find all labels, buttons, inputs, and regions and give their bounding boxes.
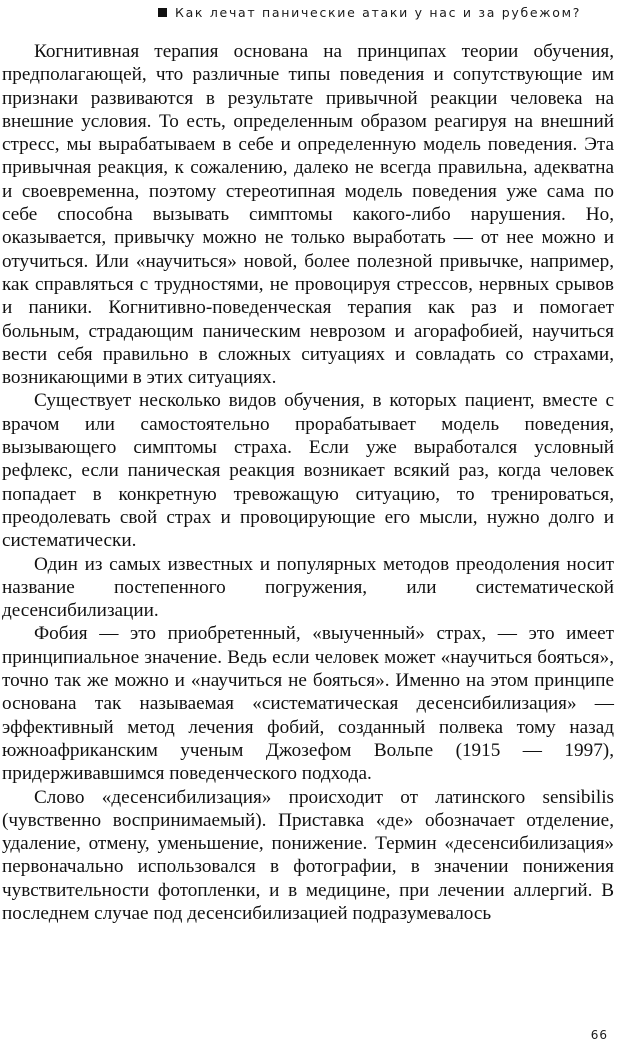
running-title: Как лечат панические атаки у нас и за рубежом?: [175, 5, 582, 20]
running-header: [158, 5, 590, 20]
page-body: [2, 40, 614, 925]
paragraph: Фобия — это приобретенный, «выученный» страх, — это имеет принципиальное значение. Ведь если человек может «научиться бояться», точно так же можно и «научиться не бояться». Именно на этом принципе основана так называемая «систематическая десенсибилизация» — эффективный метод лечения фобий, созданный полвека тому назад южноафриканским ученым Джозефом Вольпе (1915 — 1997), придерживавшимся поведенческого подхода.: [2, 623, 614, 785]
page-number: 66: [590, 1028, 608, 1042]
paragraph: Когнитивная терапия основана на принципах теории обучения, предполагающей, что различные типы поведения и сопутствующие им признаки развиваются в результате привычной реакции человека на внешние условия. То есть, определенным образом реагируя на внешний стресс, мы вырабатываем в себе и определенную модель поведения. Эта привычная реакция, к сожалению, далеко не всегда правильна, адекватна и своевременна, поэтому стереотипная модель поведения уже сама по себе способна вызывать симптомы какого-либо нарушения. Но, оказывается, привычку можно не только выработать — от нее можно и отучиться. Или «научиться» новой, более полезной привычке, например, как справляться с трудностями, не провоцируя стрессов, нервных срывов и паники. Когнитивно-поведенческая терапия как раз и помогает больным, страдающим паническим неврозом и агорафобией, научиться вести себя правильно в сложных ситуациях и совладать со страхами, возникающими в этих ситуациях.: [2, 41, 614, 389]
square-bullet-icon: [158, 8, 167, 17]
paragraph: Слово «десенсибилизация» происходит от латинского sensibilis (чувственно воспринимаемый). Приставка «де» обозначает отделение, удаление, отмену, уменьшение, понижение. Термин «десенсибилизация» первоначально использовался в фотографии, в значении понижения чувствительности фотопленки, и в медицине, при лечении аллергий. В последнем случае под десенсибилизацией подразумевалось: [2, 786, 614, 924]
paragraph: Один из самых известных и популярных методов преодоления носит название постепенного погружения, или систематической десенсибилизации.: [2, 553, 614, 622]
paragraph: Существует несколько видов обучения, в которых пациент, вместе с врачом или самостоятельно прорабатывает модель поведения, вызывающего симптомы страха. Если уже выработался условный рефлекс, если паническая реакция возникает всякий раз, когда человек попадает в конкретную тревожащую ситуацию, то тренироваться, преодолевать свой страх и провоцирующие его мысли, нужно долго и систематически.: [2, 390, 614, 552]
